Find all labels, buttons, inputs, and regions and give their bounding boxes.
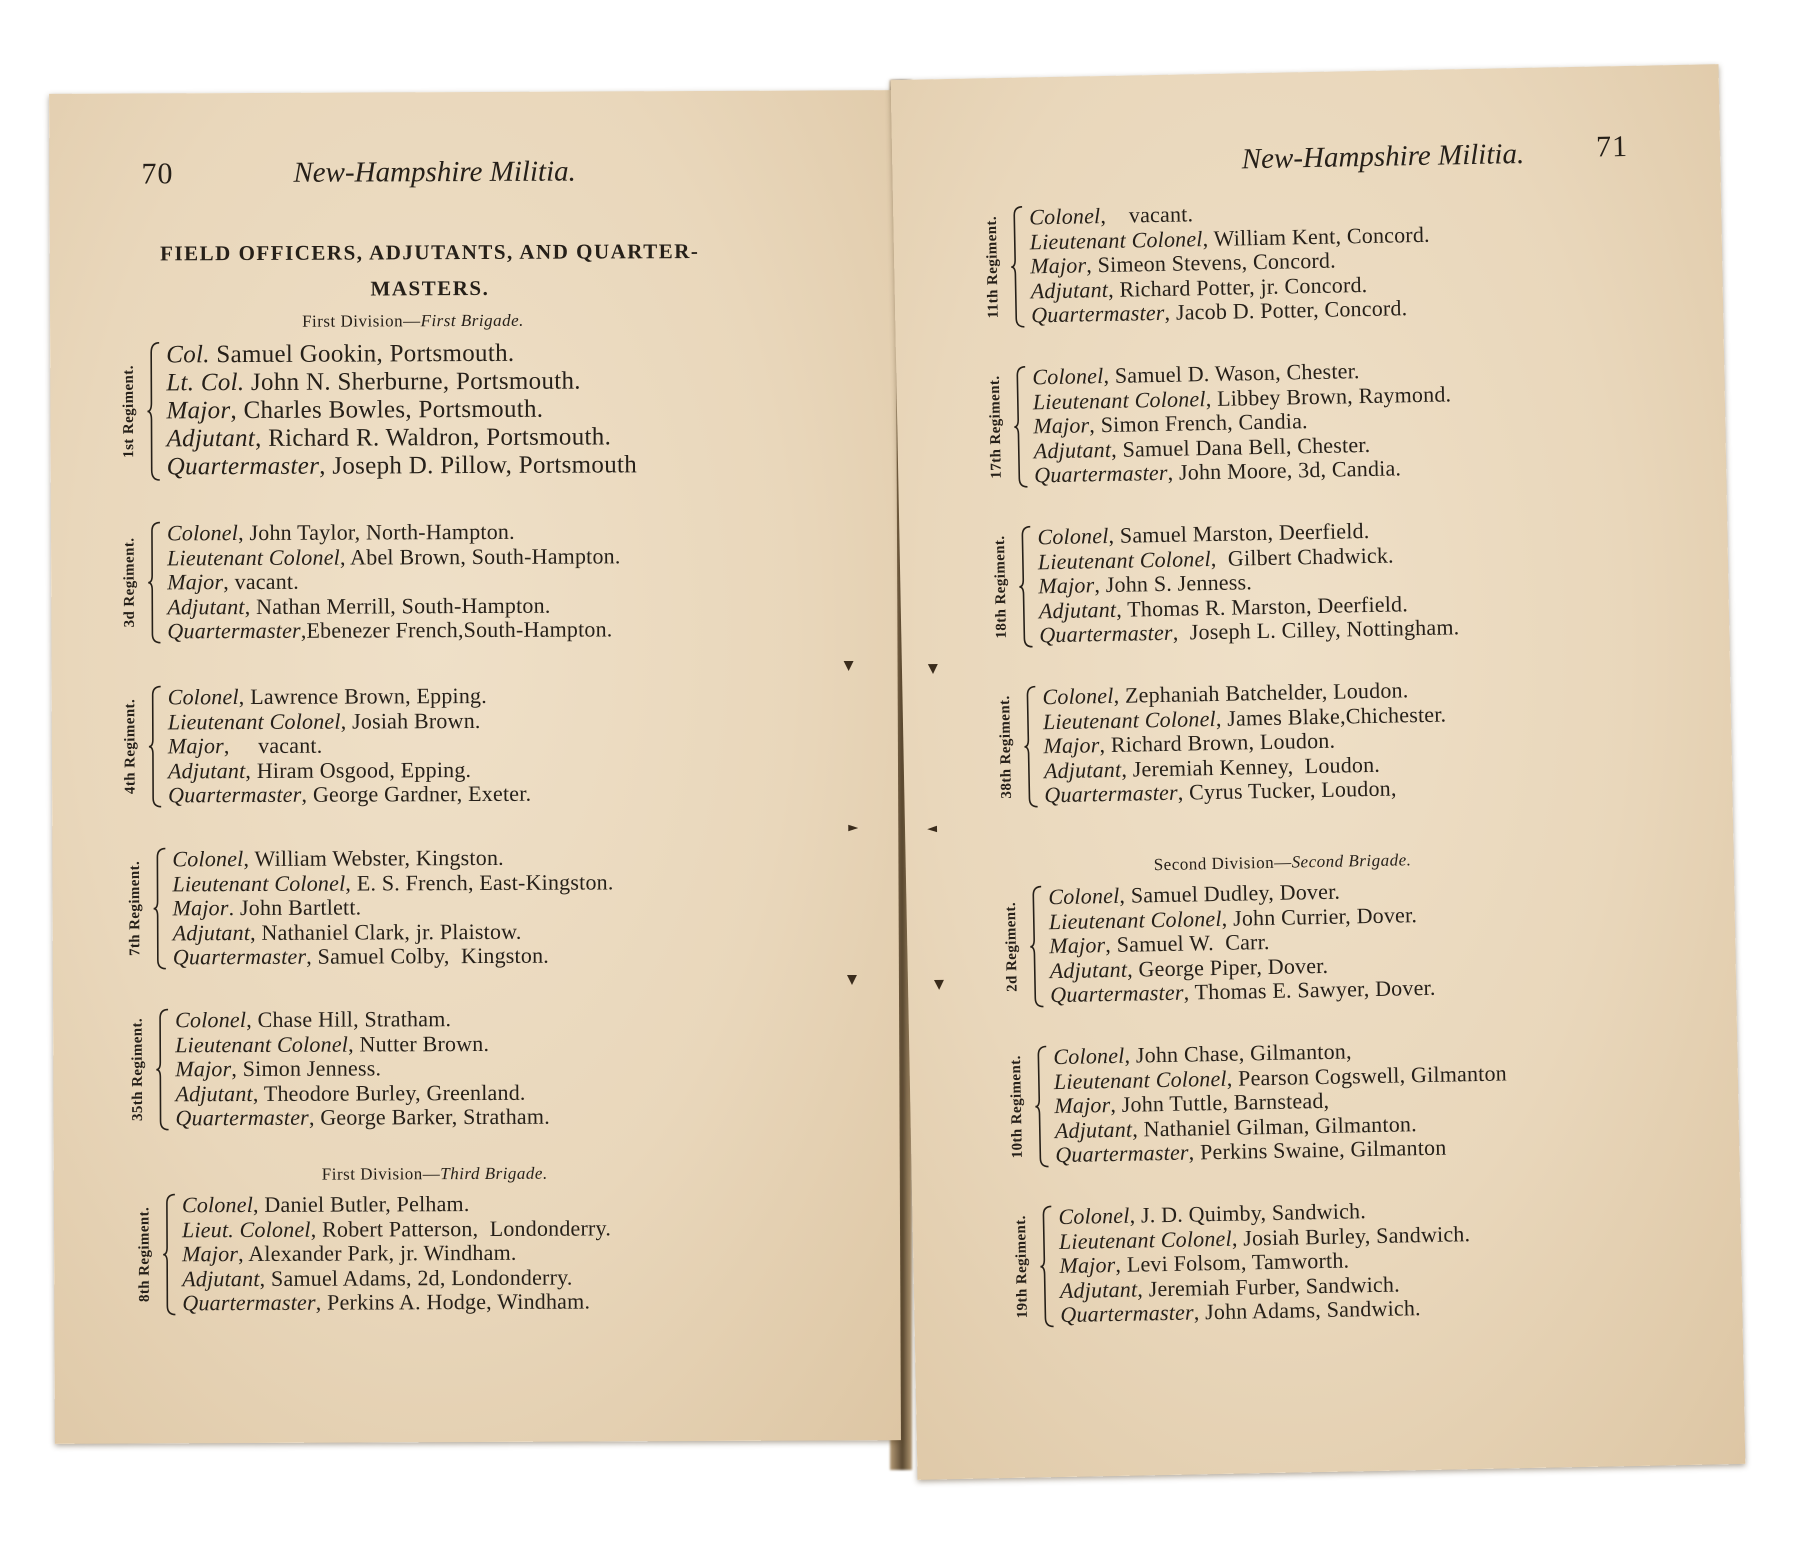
officer-name: , Samuel Dana Bell, Chester.	[1110, 431, 1371, 462]
officer-rank: Adjutant	[1038, 596, 1117, 623]
officer-name: , James Blake,Chichester.	[1215, 701, 1447, 731]
officer-entry	[175, 1056, 549, 1082]
officer-name: , Libbey Brown, Raymond.	[1205, 380, 1452, 411]
brace-icon	[146, 341, 161, 481]
officer-name: , Samuel Marston, Deerfield.	[1108, 517, 1370, 548]
officer-name: , Theodore Burley, Greenland.	[252, 1079, 526, 1106]
section-title: FIELD OFFICERS, ADJUTANTS, AND QUARTER-MASTERS.	[160, 239, 700, 301]
officer-name: , Joseph L. Cilley, Nottingham.	[1172, 614, 1460, 645]
officer-name: , Simon Jenness.	[231, 1055, 382, 1082]
regiment-block	[983, 517, 1459, 649]
officer-rank: Quartermaster	[166, 452, 320, 481]
regiment-block	[975, 198, 1431, 329]
officer-rank: Adjutant	[1033, 436, 1112, 463]
officer-entry	[167, 519, 621, 545]
regiment-label: 11th Regiment.	[983, 216, 1002, 319]
brace-icon	[1009, 206, 1025, 329]
officer-name: , Samuel Colby, Kingston.	[306, 942, 550, 969]
officer-rank: Major	[1043, 732, 1100, 759]
officer-entry	[1031, 296, 1431, 328]
regiment-label: 8th Regiment.	[136, 1207, 153, 1303]
officer-entry	[167, 423, 637, 453]
officer-name: , John S. Jenness.	[1094, 569, 1253, 598]
officer-rank: Lieutenant Colonel	[1037, 545, 1211, 574]
officer-entry	[1060, 1295, 1472, 1327]
officer-rank: Quartermaster	[175, 1104, 309, 1131]
officer-rank: Colonel	[172, 846, 244, 872]
officer-entry	[173, 894, 614, 920]
brace-icon	[148, 685, 163, 808]
stitch-hole-icon: ▼	[846, 972, 857, 988]
brace-icon	[1038, 1205, 1054, 1328]
officer-entry	[1039, 615, 1459, 648]
regiment-block	[113, 519, 621, 644]
running-head-title: New-Hampshire Militia.	[293, 155, 576, 189]
officer-rank: Lieutenant Colonel	[1042, 705, 1217, 734]
officer-rank: Colonel	[167, 684, 239, 710]
officer-name: , Levi Folsom, Tamworth.	[1115, 1247, 1350, 1277]
brace-icon	[155, 1008, 170, 1131]
officer-rank: Major	[1049, 932, 1106, 959]
officer-rank: Lieutenant Colonel	[1058, 1225, 1233, 1254]
officer-rank: Colonel	[181, 1191, 254, 1218]
right-page	[891, 64, 1746, 1480]
officer-name: , Richard Brown, Loudon.	[1099, 727, 1336, 758]
officer-entry	[167, 544, 621, 570]
officer-entry	[168, 708, 531, 734]
officer-rank: Col.	[166, 341, 210, 369]
officer-rank: Adjutant	[167, 593, 245, 619]
officer-rank: Adjutant	[172, 919, 251, 945]
officer-rank: Colonel	[175, 1007, 247, 1033]
officer-rank: Quartermaster	[168, 781, 302, 808]
regiment-block	[112, 339, 637, 481]
officer-name: , Jacob D. Potter, Concord.	[1164, 295, 1408, 325]
brigade-label: First Brigade.	[420, 310, 524, 331]
regiment-block	[1004, 1197, 1472, 1328]
stitch-hole-icon: ◄	[926, 821, 938, 837]
officer-rank: Adjutant	[167, 757, 246, 783]
officer-entry	[182, 1289, 611, 1315]
division-label: Second Division—	[1153, 852, 1292, 875]
officer-rank: Major	[1059, 1251, 1116, 1279]
officer-name: , John Taylor, North-Hampton.	[237, 518, 515, 546]
officer-entry	[167, 593, 621, 619]
brace-icon	[147, 521, 162, 644]
officer-name: , George Gardner, Exeter.	[301, 780, 532, 807]
brigade-label: Second Brigade.	[1291, 850, 1412, 872]
officer-rank: Quartermaster	[1034, 459, 1168, 488]
officer-rank: Lieutenant Colonel	[1048, 905, 1222, 934]
officer-name: , John Tuttle, Barnstead,	[1110, 1087, 1330, 1118]
officer-name: John N. Sherburne, Portsmouth.	[244, 367, 581, 397]
officer-rank: Lieutenant Colonel	[1053, 1065, 1227, 1094]
officer-rank: Quartermaster	[182, 1289, 316, 1316]
brace-icon	[1033, 1045, 1049, 1168]
officer-rank: Quartermaster	[1044, 779, 1178, 808]
officer-rank: Colonel	[1037, 522, 1109, 550]
regiment-block	[118, 845, 614, 970]
page-number: 70	[141, 157, 174, 191]
officer-name: , Perkins A. Hodge, Windham.	[315, 1288, 591, 1315]
regiment-label: 18th Regiment.	[991, 535, 1010, 639]
regiment-block	[978, 357, 1453, 489]
officer-name: , Simeon Stevens, Concord.	[1085, 247, 1337, 278]
regiment-label: 19th Regiment.	[1012, 1215, 1031, 1319]
regiment-block	[999, 1036, 1508, 1168]
officer-name: Samuel Gookin, Portsmouth.	[209, 339, 515, 369]
officer-name: , George Piper, Dover.	[1126, 952, 1329, 982]
officer-rank: Lt. Col.	[166, 369, 245, 397]
officer-name: , J. D. Quimby, Sandwich.	[1129, 1198, 1367, 1228]
officer-rank: Adjutant	[175, 1080, 253, 1106]
stitch-hole-icon: ▼	[927, 661, 939, 677]
officer-name: , Nathaniel Gilman, Gilmanton.	[1131, 1110, 1417, 1142]
officer-entry	[182, 1265, 611, 1291]
right-running-head	[892, 129, 1721, 190]
division-subhead	[322, 1164, 548, 1185]
officer-entry	[1050, 976, 1436, 1008]
officer-name: , Pearson Cogswell, Gilmanton	[1226, 1059, 1508, 1091]
officer-rank: Major	[175, 1056, 232, 1082]
division-subhead	[1154, 850, 1412, 875]
division-label: First Division—	[321, 1164, 441, 1184]
officer-entry	[175, 1031, 549, 1057]
regiment-label: 17th Regiment.	[986, 375, 1005, 480]
officer-rank: Lieutenant Colonel	[167, 544, 341, 570]
officer-rank: Colonel	[1029, 203, 1101, 230]
officer-entry	[175, 1007, 549, 1033]
officer-entry	[168, 782, 531, 808]
officer-rank: Lieut. Colonel	[181, 1216, 311, 1242]
officer-entry	[168, 733, 531, 759]
officer-rank: Quartermaster	[1049, 979, 1184, 1008]
officer-name: , Chase Hill, Stratham.	[246, 1006, 452, 1033]
officer-name: , Josiah Brown.	[340, 707, 481, 734]
officer-rank: Colonel	[1032, 363, 1104, 390]
officer-entry	[172, 845, 613, 871]
officer-name: , Samuel W. Carr.	[1105, 928, 1270, 958]
officer-rank: Lieutenant Colonel	[172, 870, 346, 896]
officer-name: , Lawrence Brown, Epping.	[238, 682, 487, 710]
regiment-label: 7th Regiment.	[126, 861, 144, 957]
officer-name: , John Adams, Sandwich.	[1193, 1295, 1421, 1325]
officer-rank: Quartermaster	[172, 943, 307, 970]
officer-name: , vacant.	[223, 732, 323, 759]
officer-rank: Colonel	[1058, 1202, 1130, 1230]
officer-name: , Hiram Osgood, Epping.	[245, 756, 472, 783]
officer-name: , John Currier, Dover.	[1221, 901, 1418, 931]
officer-entry	[175, 1105, 549, 1131]
officer-name: , John Chase, Gilmanton,	[1124, 1038, 1352, 1068]
officer-name: , Thomas R. Marston, Deerfield.	[1115, 590, 1409, 622]
officer-rank: Adjutant	[166, 424, 256, 453]
officer-rank: Adjutant	[1049, 956, 1128, 983]
brace-icon	[152, 847, 167, 970]
officer-name: , Nathaniel Clark, jr. Plaistow.	[250, 918, 522, 945]
officer-entry	[166, 339, 636, 369]
stitch-hole-icon: ▼	[843, 658, 854, 674]
officer-entry	[173, 943, 614, 969]
division-label: First Division—	[302, 311, 421, 331]
officer-rank: Quartermaster	[1039, 619, 1173, 648]
officer-entry	[166, 367, 636, 397]
officer-name: , vacant.	[223, 568, 299, 595]
officer-rank: Colonel	[1048, 882, 1120, 910]
officer-name: , Alexander Park, jr. Windham.	[238, 1239, 517, 1267]
officer-name: , Jeremiah Furber, Sandwich.	[1137, 1271, 1401, 1302]
officer-rank: Lieutenant Colonel	[1032, 385, 1206, 414]
regiment-label: 35th Regiment.	[129, 1018, 147, 1122]
officer-name: , George Barker, Stratham.	[308, 1103, 550, 1130]
brace-icon	[1022, 685, 1038, 808]
stitch-hole-icon: ▼	[933, 977, 945, 993]
officer-name: , Daniel Butler, Pelham.	[252, 1191, 470, 1217]
officer-rank: Adjutant	[182, 1265, 260, 1291]
officer-name: , Jeremiah Kenney, Loudon.	[1121, 751, 1381, 782]
officer-name: , E. S. French, East-Kingston.	[345, 868, 614, 896]
officer-rank: Adjutant	[1043, 756, 1122, 783]
running-head-title: New-Hampshire Militia.	[1241, 137, 1525, 176]
regiment-block	[988, 678, 1448, 809]
officer-name: , Samuel Adams, 2d, Londonderry.	[259, 1264, 573, 1291]
officer-name: , Perkins Swaine, Gilmanton	[1188, 1134, 1447, 1165]
brigade-label: Third Brigade.	[440, 1163, 548, 1184]
officer-entry	[182, 1191, 611, 1217]
officer-rank: Major	[166, 397, 231, 425]
brace-icon	[1028, 885, 1044, 1008]
officer-name: , Nathan Merrill, South-Hampton.	[244, 592, 551, 619]
regiment-label: 2d Regiment.	[1002, 902, 1021, 993]
officer-name: , Gilbert Chadwick.	[1210, 542, 1394, 571]
regiment-label: 1st Regiment.	[120, 365, 138, 458]
officer-name: , Robert Patterson, Londonderry.	[310, 1214, 612, 1242]
officer-entry	[168, 684, 531, 710]
officer-rank: Colonel	[1042, 682, 1114, 710]
officer-entry	[168, 757, 531, 783]
officer-rank: Major	[167, 569, 224, 595]
regiment-label: 10th Regiment.	[1007, 1055, 1026, 1159]
officer-entry	[182, 1240, 611, 1266]
brace-icon	[1012, 366, 1028, 489]
officer-name: , Samuel Dudley, Dover.	[1119, 878, 1341, 908]
officer-rank: Adjutant	[1054, 1116, 1133, 1143]
officer-rank: Quartermaster	[1055, 1139, 1189, 1168]
regiment-block	[128, 1191, 612, 1316]
regiment-label: 38th Regiment.	[996, 695, 1015, 799]
officer-name: , Cyrus Tucker, Loudon,	[1177, 775, 1397, 805]
stitch-hole-icon: ►	[848, 820, 859, 836]
left-page	[49, 90, 901, 1444]
officer-name: , Samuel D. Wason, Chester.	[1103, 358, 1360, 389]
regiment-label: 3d Regiment.	[121, 537, 138, 628]
officer-entry	[167, 568, 621, 594]
officer-name: , Joseph D. Pillow, Portsmouth	[319, 451, 638, 480]
officer-entry	[1034, 455, 1453, 488]
officer-rank: Quartermaster	[1030, 299, 1165, 328]
officer-name: , Richard R. Waldron, Portsmouth.	[255, 423, 612, 452]
officer-name: , William Webster, Kingston.	[243, 844, 504, 872]
regiment-block	[121, 1007, 550, 1131]
officer-rank: Adjutant	[1030, 276, 1109, 303]
officer-name: , William Kent, Concord.	[1202, 221, 1430, 251]
officer-entry	[167, 617, 621, 643]
officer-rank: Lieutenant Colonel	[167, 708, 341, 734]
brace-icon	[1017, 525, 1033, 648]
officer-entry	[175, 1080, 549, 1106]
officer-rank: Major	[1038, 572, 1095, 599]
officer-entry	[1044, 776, 1448, 808]
officer-name: , Zephaniah Batchelder, Loudon.	[1113, 677, 1409, 708]
officer-name: , Abel Brown, South-Hampton.	[339, 542, 621, 570]
officer-rank: Colonel	[166, 520, 239, 546]
officer-rank: Quartermaster	[1060, 1299, 1194, 1328]
regiment-block	[994, 878, 1436, 1009]
brace-icon	[162, 1193, 177, 1316]
officer-entry	[182, 1216, 611, 1242]
officer-rank: Major	[172, 895, 229, 921]
officer-rank: Major	[1029, 252, 1087, 279]
officer-entry	[172, 870, 613, 896]
officer-rank: Colonel	[1053, 1042, 1125, 1070]
officer-entry	[173, 919, 614, 945]
regiment-label: 4th Regiment.	[122, 699, 139, 795]
left-running-head	[49, 154, 895, 198]
officer-rank: Major	[1033, 412, 1090, 439]
officer-rank: Lieutenant Colonel	[175, 1031, 349, 1057]
officer-name: . John Bartlett.	[228, 894, 362, 921]
officer-name: , vacant.	[1100, 201, 1194, 229]
regiment-block	[114, 684, 532, 808]
officer-name: ,Ebenezer French,South-Hampton.	[300, 616, 613, 643]
officer-name: , Richard Potter, jr. Concord.	[1107, 271, 1368, 302]
officer-name: , Thomas E. Sawyer, Dover.	[1183, 974, 1436, 1005]
division-subhead	[302, 311, 524, 332]
officer-rank: Major	[182, 1241, 239, 1267]
officer-rank: Quartermaster	[167, 617, 301, 644]
officer-name: , Charles Bowles, Portsmouth.	[230, 395, 544, 425]
officer-rank: Major	[1054, 1092, 1111, 1119]
officer-rank: Lieutenant Colonel	[1029, 225, 1203, 254]
officer-rank: Adjutant	[1059, 1276, 1138, 1303]
officer-rank: Major	[167, 733, 224, 759]
officer-name: , John Moore, 3d, Candia.	[1167, 455, 1402, 485]
officer-entry	[166, 395, 636, 425]
officer-name: , Simon French, Candia.	[1089, 408, 1308, 438]
officer-name: , Josiah Burley, Sandwich.	[1231, 1220, 1471, 1251]
officer-entry	[167, 451, 637, 481]
officer-name: , Nutter Brown.	[348, 1030, 490, 1057]
page-number: 71	[1595, 129, 1629, 164]
